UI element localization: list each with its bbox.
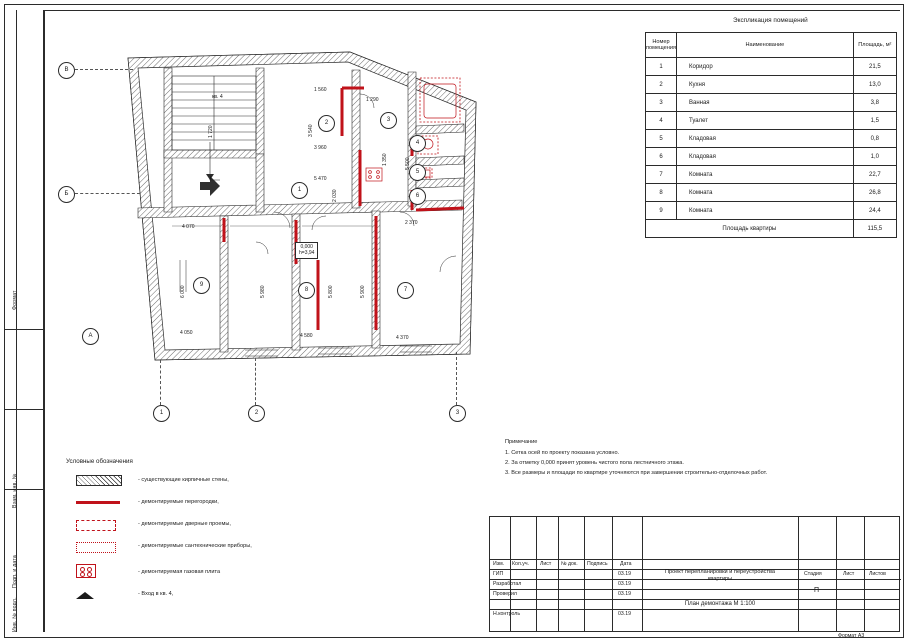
legend: [66, 458, 366, 607]
stamp-label-format: Формат: [12, 290, 18, 310]
room-marker-6: 6: [409, 188, 426, 205]
axis-line-1: [160, 360, 161, 405]
axis-marker-1: 1: [153, 405, 170, 422]
tb-col-izm: Изм.: [493, 561, 505, 567]
stamp-label-podp: Подп. и дата: [12, 555, 18, 588]
room-marker-2: 2: [318, 115, 335, 132]
legend-item: [66, 493, 366, 515]
dimension-6000: 6 000: [180, 285, 186, 298]
room-name: Кухня: [676, 76, 853, 94]
notes-block: [505, 437, 865, 478]
room-name: Туалет: [676, 112, 853, 130]
total-area: 115,5: [853, 220, 896, 238]
dimension-5500: 5 500: [405, 157, 411, 170]
room-name: Ванная: [676, 94, 853, 112]
neighbour-flat-label: кв. 4: [212, 94, 223, 100]
legend-item: [66, 537, 366, 559]
table-row: [646, 166, 897, 184]
room-area: 21,5: [853, 58, 896, 76]
floor-plan: [60, 30, 580, 430]
table-total-row: [646, 220, 897, 238]
col-room-name: Наименование: [676, 33, 853, 58]
dimension-5470: 5 470: [314, 176, 327, 182]
room-area: 24,4: [853, 202, 896, 220]
legend-item-label: - демонтируемые дверные проемы,: [138, 521, 231, 527]
room-name: Коридор: [676, 58, 853, 76]
tb-col-doc: № док.: [561, 561, 578, 567]
room-name: Комната: [676, 202, 853, 220]
tb-date-norm: 03.19: [618, 611, 631, 617]
room-marker-7: 7: [397, 282, 414, 299]
axis-line-b: [75, 193, 140, 194]
tb-col-list: Лист: [540, 561, 552, 567]
tb-project-line2: квартиры: [707, 576, 733, 583]
legend-item: [66, 559, 366, 585]
room-area: 0,8: [853, 130, 896, 148]
dimension-4070: 4 070: [182, 224, 195, 230]
level-mark-value: 0,000: [300, 244, 313, 250]
table-row: [646, 202, 897, 220]
demolished-sanitary-icon: [76, 541, 120, 553]
room-name: Комната: [676, 184, 853, 202]
demolished-partition-icon: [76, 497, 120, 509]
room-marker-5: 5: [409, 164, 426, 181]
tb-sheets-header: Листов: [869, 571, 886, 577]
legend-item-label: - демонтируемые сантехнические приборы,: [138, 543, 252, 549]
axis-marker-2: 2: [248, 405, 265, 422]
tb-col-koluch: Кол.уч.: [512, 561, 529, 567]
table-row: [646, 148, 897, 166]
room-area: 1,0: [853, 148, 896, 166]
dimension-4050: 4 050: [180, 330, 193, 336]
tb-date-gip: 03.19: [618, 571, 631, 577]
dimension-2030: 2 030: [332, 189, 338, 202]
legend-item-label: - существующие кирпичные стены,: [138, 477, 229, 483]
room-area: 13,0: [853, 76, 896, 94]
dimension-5900: 5 900: [360, 285, 366, 298]
room-marker-9: 9: [193, 277, 210, 294]
explication-table: [645, 32, 897, 238]
tb-role-developer: Разработал: [493, 581, 522, 587]
room-number: 9: [646, 202, 677, 220]
tb-date-checker: 03.19: [618, 591, 631, 597]
sheet-format-label: Формат A3: [838, 633, 865, 639]
legend-item-label: - Вход в кв. 4,: [138, 591, 174, 597]
tb-stage-header: Стадия: [804, 571, 822, 577]
room-marker-4: 4: [409, 135, 426, 152]
room-number: 3: [646, 94, 677, 112]
room-number: 5: [646, 130, 677, 148]
axis-line-3: [456, 352, 457, 405]
dimension-5800: 5 800: [328, 285, 334, 298]
table-header-row: [646, 33, 897, 58]
table-row: [646, 130, 897, 148]
room-number: 8: [646, 184, 677, 202]
tb-project-line1: Проект перепланировки и переустройства: [664, 569, 776, 575]
tb-sheet-header: Лист: [843, 571, 855, 577]
legend-item-label: - демонтируемые перегородки,: [138, 499, 219, 505]
table-row: [646, 58, 897, 76]
room-name: Кладовая: [676, 130, 853, 148]
room-name: Комната: [676, 166, 853, 184]
room-number: 4: [646, 112, 677, 130]
level-mark: [295, 242, 318, 259]
col-room-area: Площадь, м²: [853, 33, 896, 58]
axis-line-2: [255, 358, 256, 405]
note-item: 2. За отметку 0,000 принят уровень чистого пола лестничного этажа.: [505, 460, 684, 467]
room-name: Кладовая: [676, 148, 853, 166]
dimension-5980: 5 980: [260, 285, 266, 298]
room-area: 26,8: [853, 184, 896, 202]
axis-marker-v: В: [58, 62, 75, 79]
legend-item: [66, 471, 366, 493]
left-margin-stamp: [4, 10, 44, 632]
dimension-4580: 4 580: [300, 333, 313, 339]
table-row: [646, 94, 897, 112]
room-number: 2: [646, 76, 677, 94]
tb-drawing-title-text: План демонтажа М 1:100: [684, 601, 756, 607]
entrance-arrow-icon: [76, 589, 120, 601]
tb-project-name: [644, 569, 796, 584]
legend-item: [66, 585, 366, 607]
gas-stove-icon: [76, 563, 120, 575]
note-item: 1. Сетка осей по проекту показана условно.: [505, 449, 620, 456]
legend-title: Условные обозначения: [66, 458, 133, 465]
tb-stage-value: П: [814, 587, 820, 594]
dimension-1290: 1 290: [366, 97, 379, 103]
tb-role-norm: Н.контроль: [493, 611, 521, 617]
note-item: 3. Все размеры и площади по квартире уточняются при завершении строительно-отделочных работ.: [505, 469, 768, 476]
dimension-1560: 1 560: [314, 87, 327, 93]
tb-role-checker: Проверил: [493, 591, 517, 597]
total-label: Площадь квартиры: [646, 220, 854, 238]
dimension-2370: 2 370: [405, 220, 418, 226]
dimension-4370: 4 370: [396, 335, 409, 341]
room-number: 7: [646, 166, 677, 184]
table-row: [646, 112, 897, 130]
room-marker-8: 8: [298, 282, 315, 299]
level-mark-height: h=3,94: [299, 250, 315, 257]
table-row: [646, 76, 897, 94]
axis-line-v: [75, 69, 133, 70]
notes-title: Примечание: [505, 439, 538, 445]
room-number: 1: [646, 58, 677, 76]
explication-title: Экспликация помещений: [733, 17, 808, 24]
tb-col-date: Дата: [620, 561, 632, 567]
col-room-number: Номер помещения: [646, 33, 677, 58]
room-marker-1: 1: [291, 182, 308, 199]
stamp-label-inv: Инв. № подл.: [12, 597, 18, 632]
tb-drawing-title: [644, 601, 796, 609]
axis-marker-3: 3: [449, 405, 466, 422]
table-row: [646, 184, 897, 202]
title-block: [489, 516, 900, 632]
dimension-1720: 1 720: [208, 125, 214, 138]
tb-date-developer: 03.19: [618, 581, 631, 587]
brick-wall-icon: [76, 475, 120, 487]
demolished-door-icon: [76, 519, 120, 531]
legend-item-label: - демонтируемая газовая плита: [138, 569, 221, 575]
tb-role-gip: ГИП: [493, 571, 504, 577]
dimension-1350: 1 350: [382, 153, 388, 166]
tb-col-sign: Подпись: [587, 561, 608, 567]
dimension-3540: 3 540: [308, 124, 314, 137]
room-marker-3: 3: [380, 112, 397, 129]
room-area: 3,8: [853, 94, 896, 112]
room-area: 22,7: [853, 166, 896, 184]
axis-marker-b: Б: [58, 186, 75, 203]
axis-marker-a: А: [82, 328, 99, 345]
room-number: 6: [646, 148, 677, 166]
dimension-3960: 3 960: [314, 145, 327, 151]
legend-item: [66, 515, 366, 537]
room-area: 1,5: [853, 112, 896, 130]
stamp-label-vzam: Взам. инв. №: [12, 473, 18, 508]
